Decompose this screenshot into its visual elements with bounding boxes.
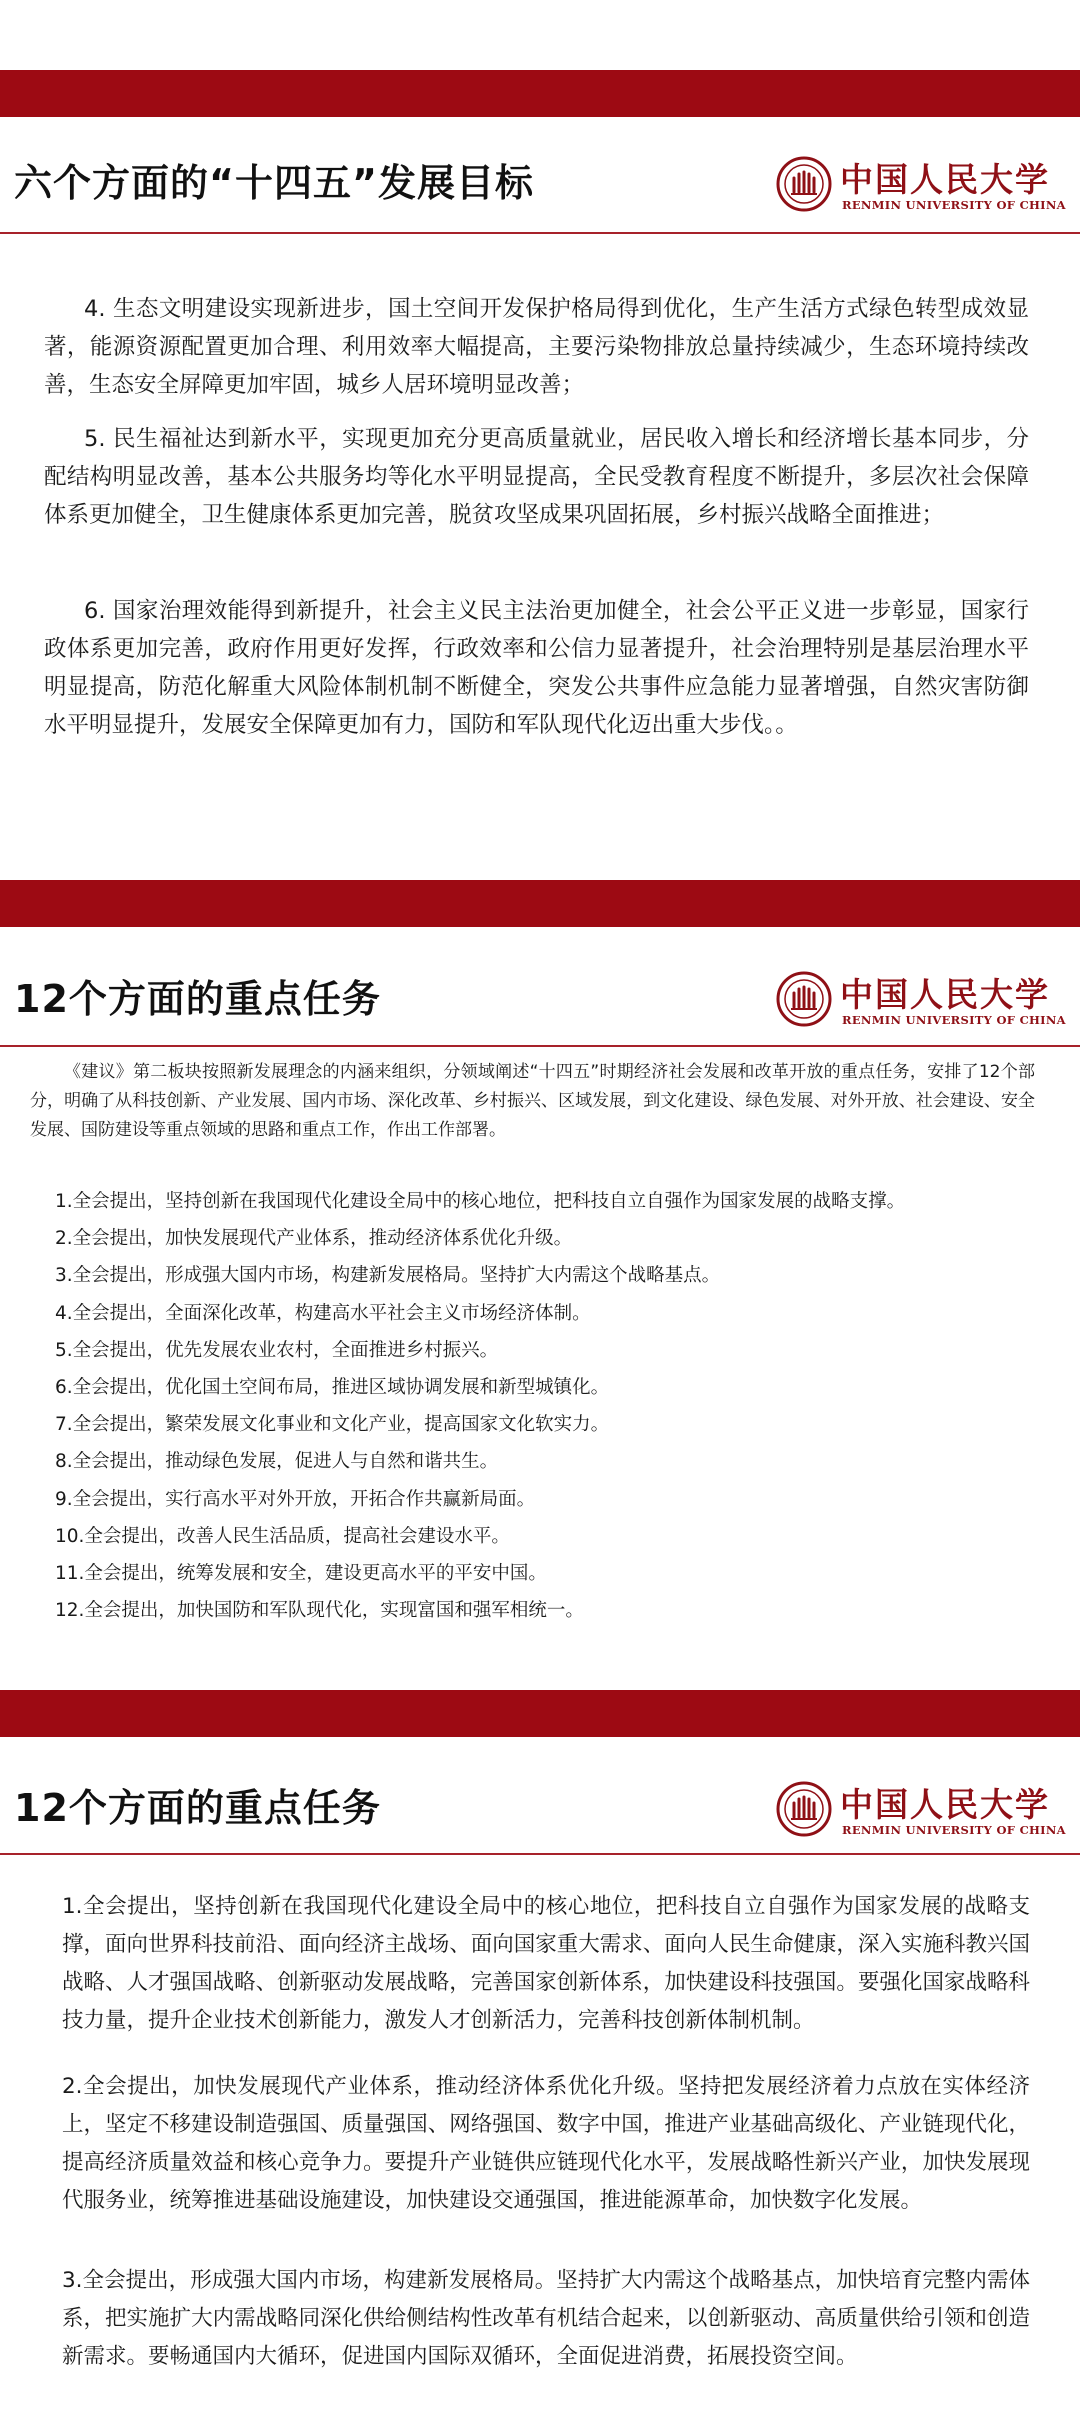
list-item: 7.全会提出，繁荣发展文化事业和文化产业，提高国家文化软实力。: [55, 1414, 610, 1436]
goal-paragraph: 5. 民生福祉达到新水平，实现更加充分更高质量就业，居民收入增长和经济增长基本同步，分配结构明显改善，基本公共服务均等化水平明显提高，全民受教育程度不断提升，多层次社会保障体系更加健全，卫生健康体系更加完善，脱贫攻坚成果巩固拓展，乡村振兴战略全面推进；: [44, 426, 1029, 528]
logo-english-name: RENMIN UNIVERSITY OF CHINA: [842, 1823, 1066, 1837]
university-logo: [776, 1775, 1066, 1845]
university-emblem-icon: [776, 971, 832, 1027]
logo-chinese-name: 中国人民大学: [840, 975, 1050, 1014]
slide-title: 12个方面的重点任务: [14, 977, 381, 1021]
logo-english-name: RENMIN UNIVERSITY OF CHINA: [842, 198, 1066, 212]
list-item: 2.全会提出，加快发展现代产业体系，推动经济体系优化升级。: [55, 1228, 573, 1250]
title-divider: [0, 232, 1080, 234]
task-paragraph: 2.全会提出，加快发展现代产业体系，推动经济体系优化升级。坚持把发展经济着力点放在实体经济上，坚定不移建设制造强国、质量强国、网络强国、数字中国，推进产业基础高级化、产业链现代化，提高经济质量效益和核心竞争力。要提升产业链供应链现代化水平，发展战略性新兴产业，加快发展现代服务业，统筹推进基础设施建设，加快建设交通强国，推进能源革命，加快数字化发展。: [62, 2074, 1030, 2213]
header-bar: [0, 70, 1080, 117]
list-item: 5.全会提出，优先发展农业农村，全面推进乡村振兴。: [55, 1339, 499, 1361]
logo-english-name: RENMIN UNIVERSITY OF CHINA: [842, 1013, 1066, 1027]
title-divider: [0, 1853, 1080, 1855]
header-bar: [0, 880, 1080, 927]
goal-paragraph: 6. 国家治理效能得到新提升，社会主义民主法治更加健全，社会公平正义进一步彰显，国家行政体系更加完善，政府作用更好发挥，行政效率和公信力显著提升，社会治理特别是基层治理水平明显提高，防范化解重大风险体制机制不断健全，突发公共事件应急能力显著增强，自然灾害防御水平明显提升，发展安全保障更加有力，国防和军队现代化迈出重大步伐。。: [44, 598, 1029, 738]
list-item: 11.全会提出，统筹发展和安全，建设更高水平的平安中国。: [55, 1563, 547, 1585]
university-emblem-icon: [776, 156, 832, 212]
task-paragraph: 3.全会提出，形成强大国内市场，构建新发展格局。坚持扩大内需这个战略基点，加快培育完整内需体系，把实施扩大内需战略同深化供给侧结构性改革有机结合起来，以创新驱动、高质量供给引领和创造新需求。要畅通国内大循环，促进国内国际双循环，全面促进消费，拓展投资空间。: [62, 2268, 1030, 2369]
slide-key-tasks-detail: [0, 1690, 1080, 2430]
university-logo: [776, 965, 1066, 1035]
logo-chinese-name: 中国人民大学: [840, 1785, 1050, 1824]
university-logo: [776, 150, 1066, 220]
title-divider: [0, 1045, 1080, 1047]
task-paragraph: 1.全会提出，坚持创新在我国现代化建设全局中的核心地位，把科技自立自强作为国家发展的战略支撑，面向世界科技前沿、面向经济主战场、面向国家重大需求、面向人民生命健康，深入实施科教兴国战略、人才强国战略、创新驱动发展战略，完善国家创新体系，加快建设科技强国。要强化国家战略科技力量，提升企业技术创新能力，激发人才创新活力，完善科技创新体制机制。: [62, 1894, 1030, 2033]
key-task-list: [55, 1183, 1045, 1629]
university-emblem-icon: [776, 1781, 832, 1837]
logo-chinese-name: 中国人民大学: [840, 160, 1050, 199]
list-item: 10.全会提出，改善人民生活品质，提高社会建设水平。: [55, 1525, 510, 1547]
list-item: 4.全会提出，全面深化改革，构建高水平社会主义市场经济体制。: [55, 1302, 591, 1324]
intro-paragraph: 《建议》第二板块按照新发展理念的内涵来组织，分领域阐述“十四五”时期经济社会发展和改革开放的重点任务，安排了12个部分，明确了从科技创新、产业发展、国内市场、深化改革、乡村振兴、区域发展，到文化建设、绿色发展、对外开放、社会建设、安全发展、国防建设等重点领域的思路和重点工作，作出工作部署。: [30, 1062, 1035, 1140]
goal-paragraph: 4. 生态文明建设实现新进步，国土空间开发保护格局得到优化，生产生活方式绿色转型成效显著，能源资源配置更加合理、利用效率大幅提高，主要污染物排放总量持续减少，生态环境持续改善，生态安全屏障更加牢固，城乡人居环境明显改善；: [44, 296, 1029, 398]
list-item: 12.全会提出，加快国防和军队现代化，实现富国和强军相统一。: [55, 1600, 584, 1622]
slide-title: 六个方面的“十四五”发展目标: [14, 161, 534, 205]
list-item: 9.全会提出，实行高水平对外开放，开拓合作共赢新局面。: [55, 1488, 536, 1510]
header-bar: [0, 1690, 1080, 1737]
list-item: 6.全会提出，优化国土空间布局，推进区域协调发展和新型城镇化。: [55, 1377, 610, 1399]
list-item: 1.全会提出，坚持创新在我国现代化建设全局中的核心地位，把科技自立自强作为国家发展的战略支撑。: [55, 1191, 906, 1212]
slide-development-goals: [0, 0, 1080, 880]
slide-key-tasks-overview: [0, 880, 1080, 1690]
list-item: 3.全会提出，形成强大国内市场，构建新发展格局。坚持扩大内需这个战略基点。: [55, 1265, 721, 1287]
slide-title: 12个方面的重点任务: [14, 1786, 381, 1830]
list-item: 8.全会提出，推动绿色发展，促进人与自然和谐共生。: [55, 1451, 499, 1473]
